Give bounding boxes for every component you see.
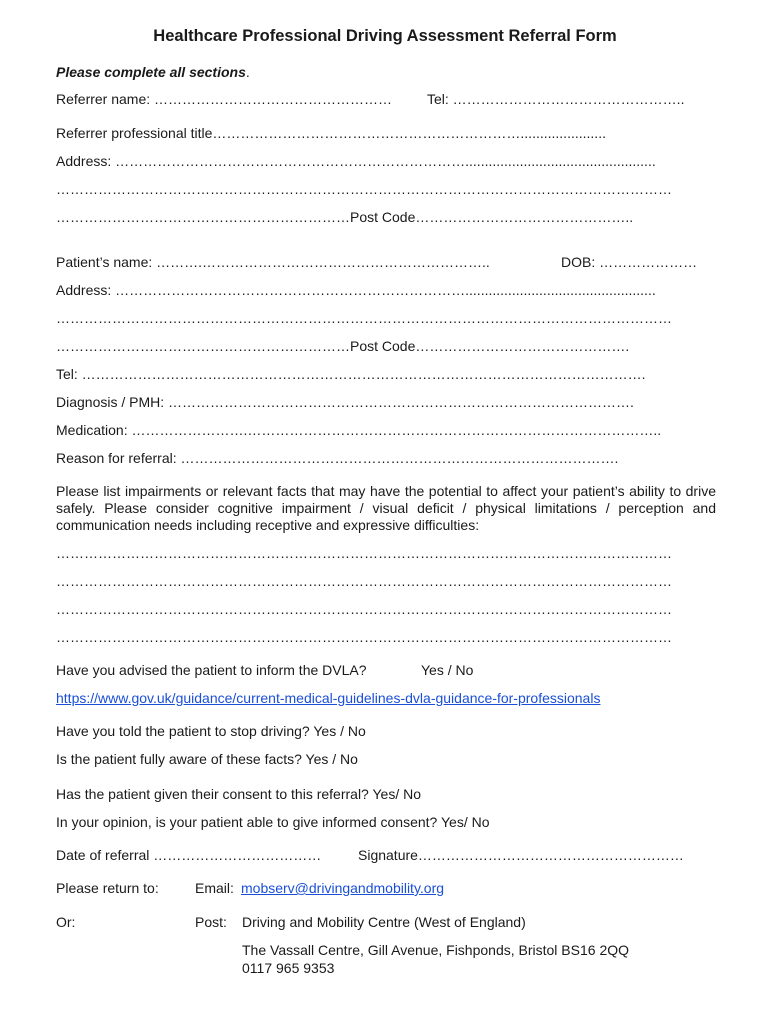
- dvla-guidance-link[interactable]: https://www.gov.uk/guidance/current-medical-guidelines-dvla-guidance-for-professionals: [56, 690, 601, 706]
- signature-field[interactable]: Signature…………………………………………………: [358, 847, 684, 863]
- referrer-address-field[interactable]: Address: ………………………………………………………………….................................................: [56, 153, 656, 169]
- page-title: Healthcare Professional Driving Assessment Referral Form: [153, 27, 617, 45]
- or-label: Or:: [56, 914, 76, 930]
- patient-dob-field[interactable]: DOB: …………………: [561, 254, 698, 270]
- referrer-title-field[interactable]: Referrer professional title…………………………………………………………......................: [56, 125, 606, 141]
- patient-medication-field[interactable]: Medication: …………………….……………………………………………………………………………..: [56, 422, 662, 438]
- referrer-postcode-field[interactable]: ………………………………………………………Post Code………………………………………..: [56, 209, 634, 225]
- impairments-line-1[interactable]: ……………………………………………………………………………………………………………………: [56, 545, 672, 561]
- question-consent[interactable]: Has the patient given their consent to this referral? Yes/ No: [56, 786, 421, 802]
- referrer-name-field[interactable]: Referrer name: ……………………………………………: [56, 91, 393, 107]
- email-link[interactable]: mobserv@drivingandmobility.org: [241, 880, 445, 896]
- impairments-line-4[interactable]: ……………………………………………………………………………………………………………………: [56, 629, 672, 645]
- patient-name-field[interactable]: Patient’s name: ……….……………………………………………………..: [56, 254, 490, 270]
- patient-address-field[interactable]: Address: ………………………………………………………………….................................................: [56, 282, 656, 298]
- question-patient-aware[interactable]: Is the patient fully aware of these facts? Yes / No: [56, 751, 358, 767]
- email-label: Email:: [195, 880, 234, 896]
- post-organisation: Driving and Mobility Centre (West of England): [242, 914, 526, 930]
- impairments-prompt: Please list impairments or relevant facts that may have the potential to affect your patient’s ability to drive safely. Please consider cognitive impairment / visual deficit / physical limitations / perception and communication needs including receptive and expressive difficulties:: [56, 483, 716, 533]
- patient-diagnosis-field[interactable]: Diagnosis / PMH: ……………………………………………………………………………………….: [56, 394, 634, 410]
- impairments-line-3[interactable]: ……………………………………………………………………………………………………………………: [56, 601, 672, 617]
- patient-address-line2[interactable]: ……………………………………………………………………………………………………………………: [56, 310, 672, 326]
- question-informed-consent[interactable]: In your opinion, is your patient able to give informed consent? Yes/ No: [56, 814, 490, 830]
- referrer-address-line2[interactable]: ……………………………………………………………………………………………………………………: [56, 181, 672, 197]
- referrer-tel-field[interactable]: Tel: …………………………………………..: [427, 91, 685, 107]
- patient-postcode-field[interactable]: ………………………………………………………Post Code……………………………………….: [56, 338, 630, 354]
- post-address: The Vassall Centre, Gill Avenue, Fishponds, Bristol BS16 2QQ: [242, 942, 630, 958]
- instruction-text: [56, 64, 250, 80]
- question-dvla-answer[interactable]: Yes / No: [421, 662, 474, 678]
- question-dvla: Have you advised the patient to inform the DVLA?: [56, 662, 367, 678]
- post-phone: 0117 965 9353: [242, 960, 335, 976]
- instruction-period: .: [245, 64, 250, 80]
- referral-reason-field[interactable]: Reason for referral: ………………………………………………………………………………….: [56, 450, 619, 466]
- return-label: Please return to:: [56, 880, 159, 896]
- referral-date-field[interactable]: Date of referral ………………………………: [56, 847, 322, 863]
- patient-tel-field[interactable]: Tel: ………………………………………………………………………………………………………….: [56, 366, 646, 382]
- question-stop-driving[interactable]: Have you told the patient to stop driving? Yes / No: [56, 723, 366, 739]
- instruction-bold: Please complete all sections: [56, 64, 246, 80]
- post-label: Post:: [195, 914, 227, 930]
- impairments-line-2[interactable]: ……………………………………………………………………………………………………………………: [56, 573, 672, 589]
